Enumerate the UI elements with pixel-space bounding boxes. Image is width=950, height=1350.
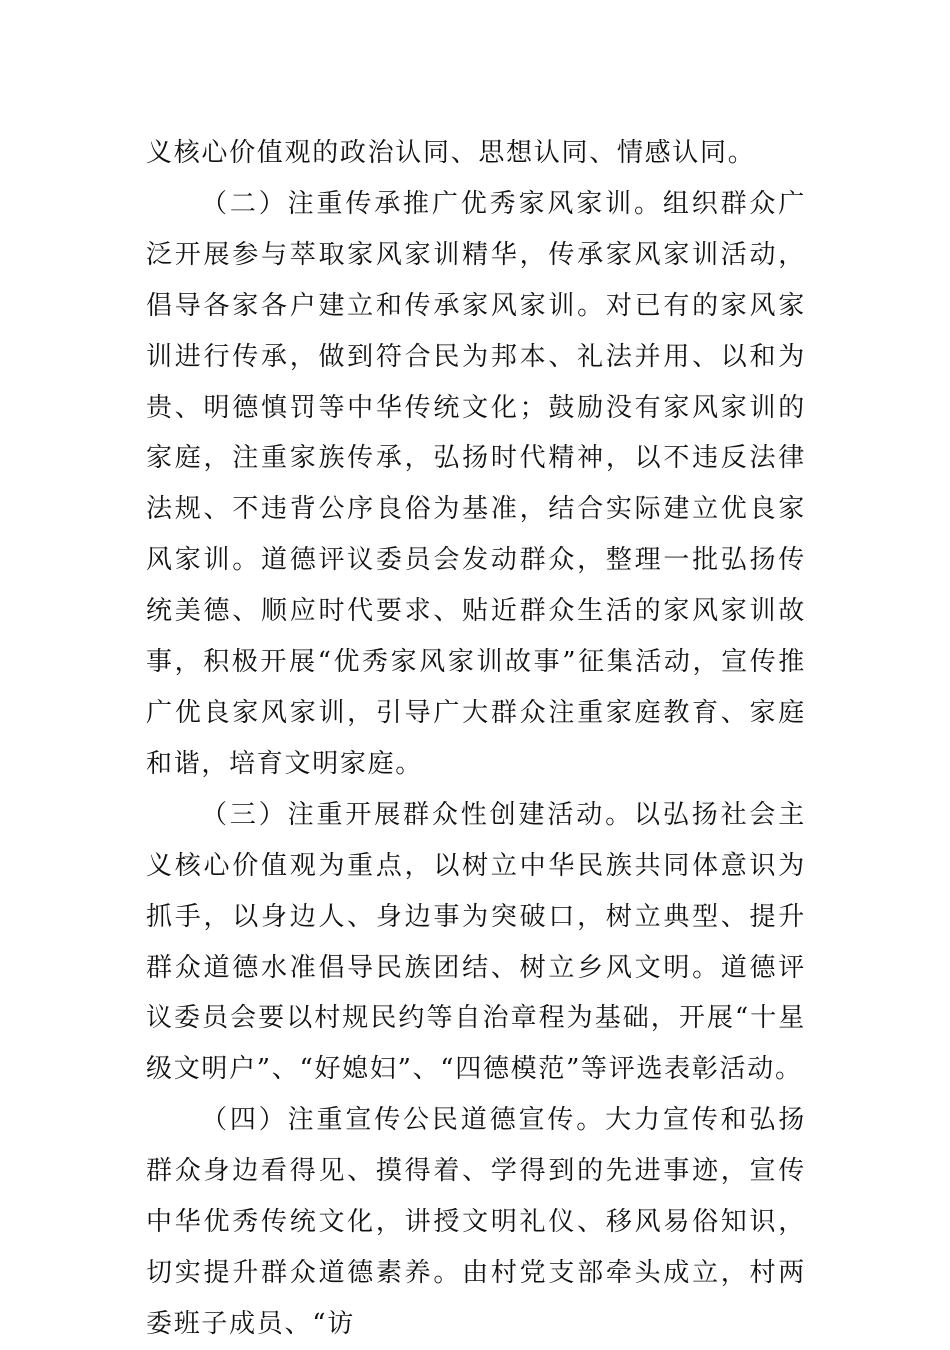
document-body (146, 128, 806, 1350)
paragraph-continuation: 义核心价值观的政治认同、思想认同、情感认同。 (146, 138, 756, 168)
paragraph-section-3: （三）注重开展群众性创建活动。以弘扬社会主义核心价值观为重点，以树立中华民族共同体意识为抓手，以身边人、身边事为突破口，树立典型、提升群众道德水准倡导民族团结、树立乡风文明。道德评议委员会要以村规民约等自治章程为基础，开展“十星级文明户”、“好媳妇”、“四德模范”等评选表彰活动。 (146, 799, 806, 1085)
paragraph-section-4: （四）注重宣传公民道德宣传。大力宣传和弘扬群众身边看得见、摸得着、学得到的先进事迹，宣传中华优秀传统文化，讲授文明礼仪、移风易俗知识，切实提升群众道德素养。由村党支部牵头成立，村两委班子成员、“访 (146, 1105, 806, 1339)
paragraph-section-2: （二）注重传承推广优秀家风家训。组织群众广泛开展参与萃取家风家训精华，传承家风家训活动，倡导各家各户建立和传承家风家训。对已有的家风家训进行传承，做到符合民为邦本、礼法并用、以和为贵、明德慎罚等中华传统文化；鼓励没有家风家训的家庭，注重家族传承，弘扬时代精神，以不违反法律法规、不违背公序良俗为基准，结合实际建立优良家风家训。道德评议委员会发动群众，整理一批弘扬传统美德、顺应时代要求、贴近群众生活的家风家训故事，积极开展“优秀家风家训故事”征集活动，宣传推广优良家风家训，引导广大群众注重家庭教育、家庭和谐，培育文明家庭。 (146, 188, 806, 779)
